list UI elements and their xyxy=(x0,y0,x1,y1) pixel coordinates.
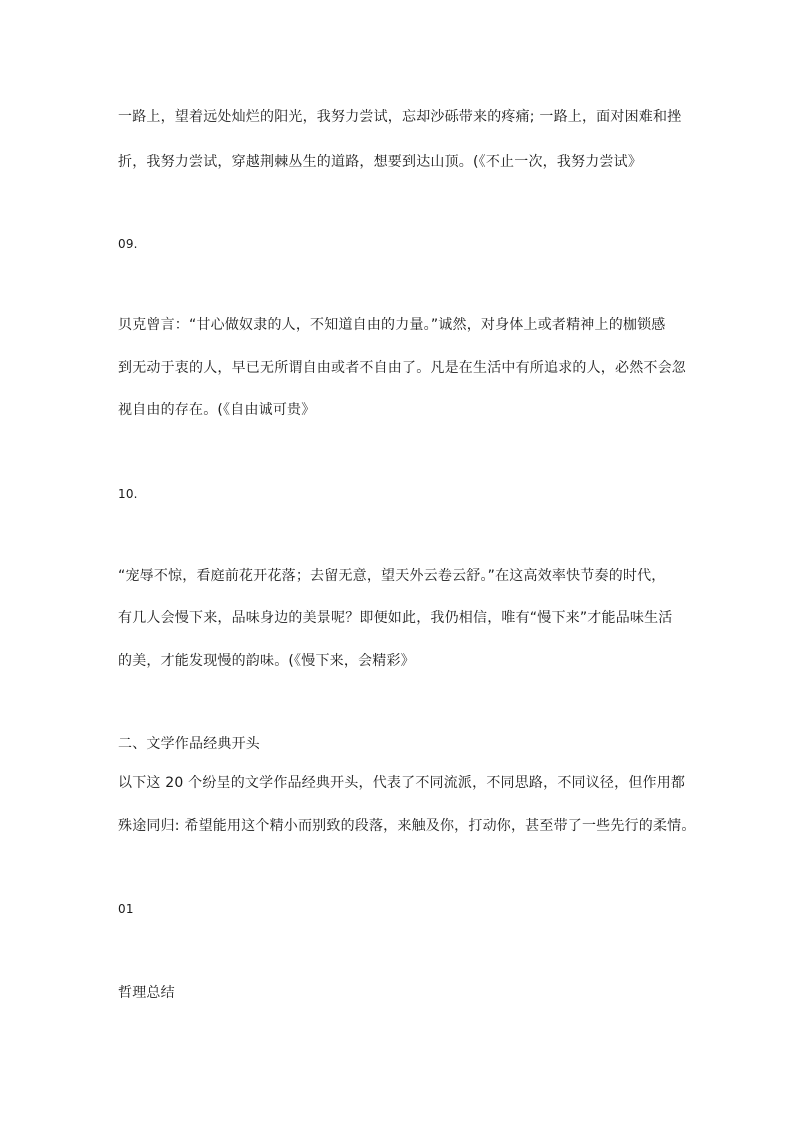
paragraph-09-line-3: 视自由的存在。(《自由诚可贵》 xyxy=(118,402,316,418)
section-number-09: 09. xyxy=(118,237,138,251)
paragraph-10-line-2: 有几人会慢下来，品味身边的美景呢？即便如此，我仍相信，唯有“慢下来”才能品味生活 xyxy=(118,610,673,626)
section-number-10: 10. xyxy=(118,487,138,501)
section-number-01: 01 xyxy=(118,902,134,916)
section-heading-literary-openings: 二、文学作品经典开头 xyxy=(118,736,260,752)
paragraph-08-line-2: 折，我努力尝试，穿越荆棘丛生的道路，想要到达山顶。(《不止一次，我努力尝试》 xyxy=(118,154,643,170)
paragraph-09-line-2: 到无动于衷的人，早已无所谓自由或者不自由了。凡是在生活中有所追求的人，必然不会忽 xyxy=(118,360,686,376)
intro-paragraph-line-2: 殊途同归: 希望能用这个精小而别致的段落，来触及你，打动你，甚至带了一些先行的柔情。 xyxy=(118,818,696,834)
paragraph-10-line-1: “宠辱不惊，看庭前花开花落；去留无意，望天外云卷云舒。”在这高效率快节奏的时代， xyxy=(118,568,666,584)
intro-paragraph-line-1: 以下这 20 个纷呈的文学作品经典开头，代表了不同流派，不同思路，不同议径，但作用都 xyxy=(118,775,686,791)
paragraph-08-line-1: 一路上，望着远处灿烂的阳光，我努力尝试，忘却沙砾带来的疼痛; 一路上，面对困难和挫 xyxy=(118,109,682,125)
paragraph-10-line-3: 的美，才能发现慢的韵味。(《慢下来，会精彩》 xyxy=(118,653,415,669)
paragraph-09-line-1: 贝克曾言：“甘心做奴隶的人，不知道自由的力量。”诚然，对身体上或者精神上的枷锁感 xyxy=(118,317,666,333)
subheading-philosophy-summary: 哲理总结 xyxy=(118,985,175,1001)
